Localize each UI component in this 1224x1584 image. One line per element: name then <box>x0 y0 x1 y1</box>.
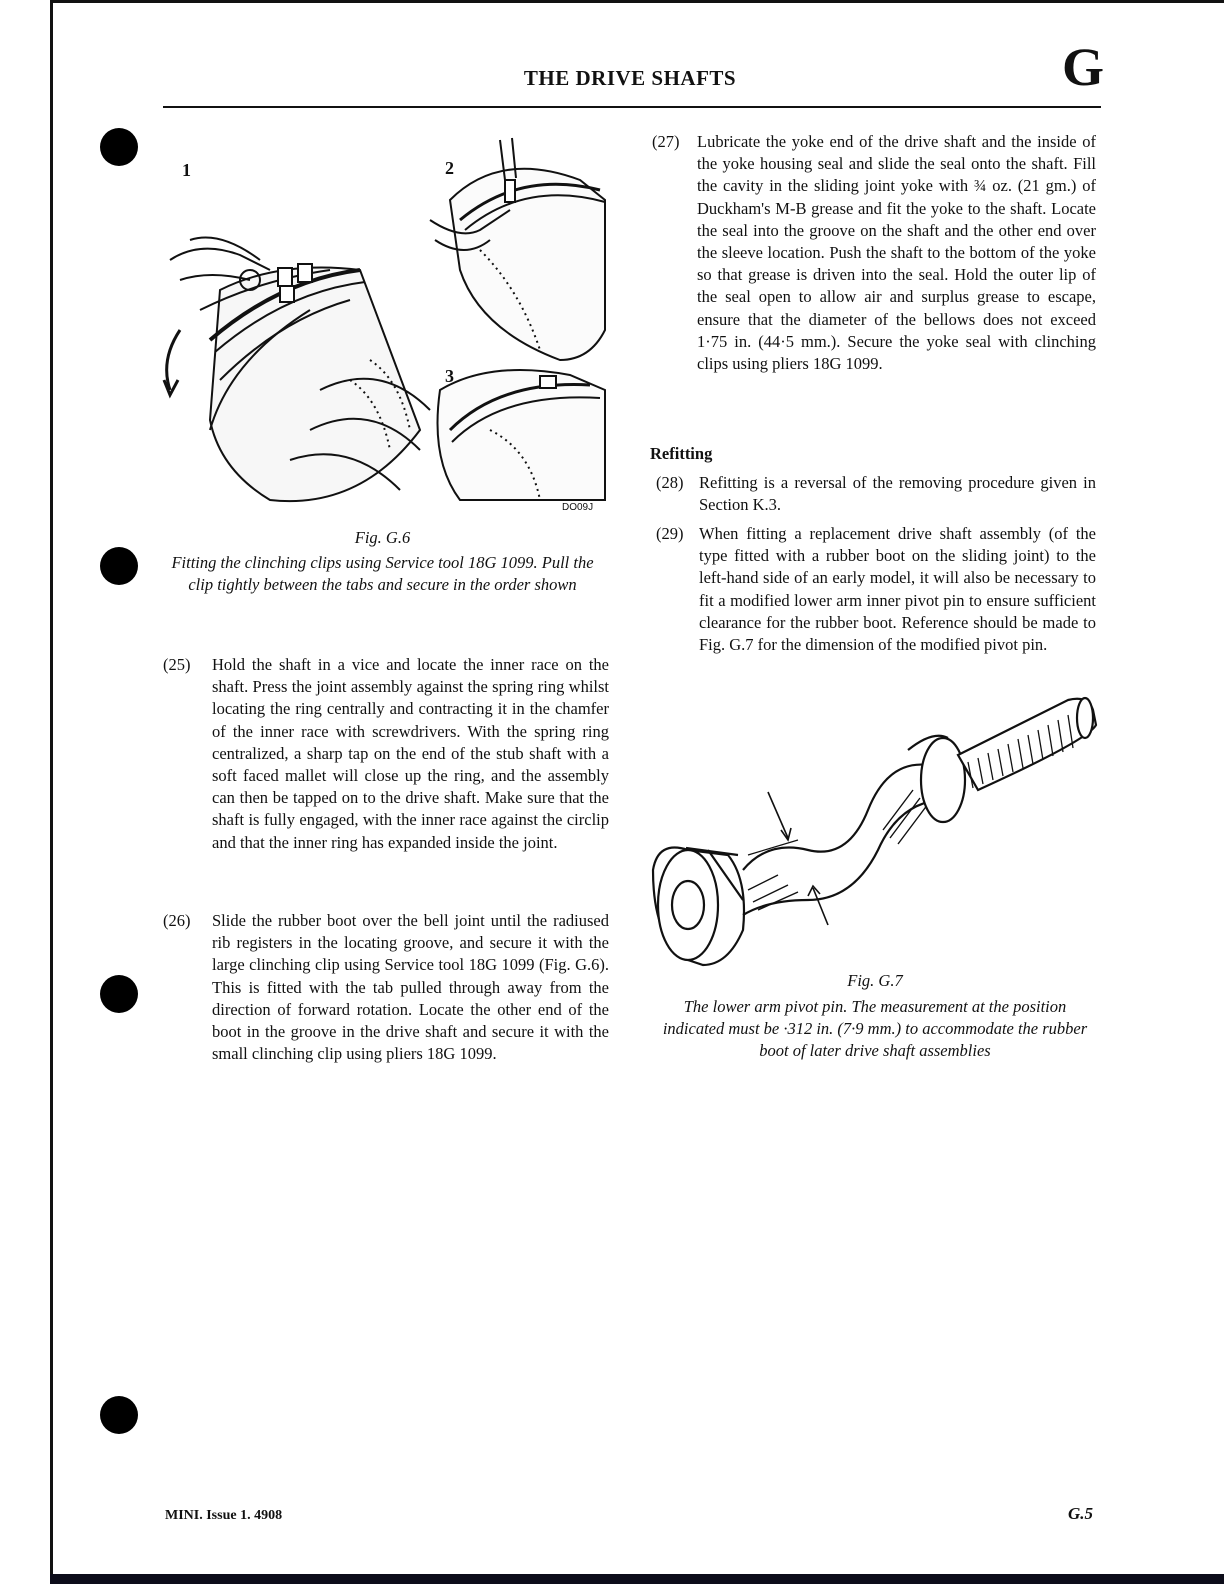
punch-hole <box>100 128 138 166</box>
page-title: THE DRIVE SHAFTS <box>523 66 737 90</box>
step-28 <box>652 472 1096 516</box>
step-number: (28) <box>656 473 684 492</box>
step-text: Hold the shaft in a vice and locate the inner race on the shaft. Press the joint assembly against the spring ring whilst locating the ring centrally and contracting it in the chamfer of the inner race with screwdrivers. With the spring ring centralized, a sharp tap on the end of the stub shaft with a soft faced mallet will close up the ring, and the assembly can then be tapped on to the drive shaft. Make sure that the shaft is fully engaged, with the inner race against the circlip and that the inner ring has expanded inside the joint. <box>212 655 609 852</box>
step-25 <box>163 654 609 854</box>
punch-hole <box>100 1396 138 1434</box>
step-text: Lubricate the yoke end of the drive shaft and the inside of the yoke housing seal and slide the seal onto the shaft. Fill the cavity in the sliding joint yoke with ¾ oz. (21 gm.) of Duckham's M-B grease and fit the yoke to the shaft. Locate the seal into the groove on the shaft and the other end over the sleeve location. Push the shaft to the bottom of the yoke so that grease is driven into the seal. Hold the outer lip of the seal open to allow air and surplus grease to escape, ensure that the diameter of the bellows does not exceed 1·75 in. (44·5 mm.). Secure the yoke seal with clinching clips using pliers 18G 1099. <box>697 132 1096 374</box>
footer-issue: MINI. Issue 1. 4908 <box>165 1508 283 1523</box>
fig-g7-caption: The lower arm pivot pin. The measurement at the position indicated must be ·312 in. (7·9 mm.) to accommodate the rubber boot of later drive shaft assemblies <box>662 997 1088 1060</box>
fig-g7-illustration <box>648 680 1108 970</box>
step-number: (29) <box>656 524 684 543</box>
punch-hole <box>100 975 138 1013</box>
page-border-bottom <box>50 1574 1224 1584</box>
step-26 <box>163 910 609 1065</box>
fig-g6-callout-3: 3 <box>445 366 454 386</box>
fig-g6-ref-code: DO09J <box>562 502 594 513</box>
step-number: (25) <box>163 655 191 674</box>
fig-g6-label: Fig. G.6 <box>354 528 411 547</box>
fig-g6-callout-1: 1 <box>182 160 191 180</box>
fig-g6-illustration <box>160 130 615 515</box>
step-text: Refitting is a reversal of the removing procedure given in Section K.3. <box>699 473 1096 515</box>
page-border-top <box>50 0 1224 3</box>
step-27 <box>652 131 1096 375</box>
fig-g7-label: Fig. G.7 <box>847 971 903 990</box>
page-border-left <box>50 0 53 1584</box>
fig-g6-caption: Fitting the clinching clips using Service tool 18G 1099. Pull the clip tightly between the tabs and secure in the order shown <box>171 553 594 594</box>
step-29 <box>652 523 1096 656</box>
fig-g6-callout-2: 2 <box>445 158 454 178</box>
step-text: Slide the rubber boot over the bell joint until the radiused rib registers in the locating groove, and secure it with the large clinching clip using Service tool 18G 1099 (Fig. G.6). This is fitted with the tab pulled through away from the direction of forward rotation. Locate the other end of the boot in the groove in the drive shaft and secure it with the small clinching clip using pliers 18G 1099. <box>212 911 609 1064</box>
punch-hole <box>100 547 138 585</box>
refitting-heading: Refitting <box>650 444 713 463</box>
section-letter: G <box>1062 37 1105 97</box>
page-number: G.5 <box>1068 1504 1094 1523</box>
step-number: (27) <box>652 132 680 151</box>
step-text: When fitting a replacement drive shaft assembly (of the type fitted with a rubber boot on the sliding joint) to the left-hand side of an early model, it will also be necessary to fit a modified lower arm inner pivot pin to ensure sufficient clearance for the rubber boot. Reference should be made to Fig. G.7 for the dimension of the modified pivot pin. <box>699 524 1096 655</box>
step-number: (26) <box>163 911 191 930</box>
header-rule <box>163 106 1101 108</box>
